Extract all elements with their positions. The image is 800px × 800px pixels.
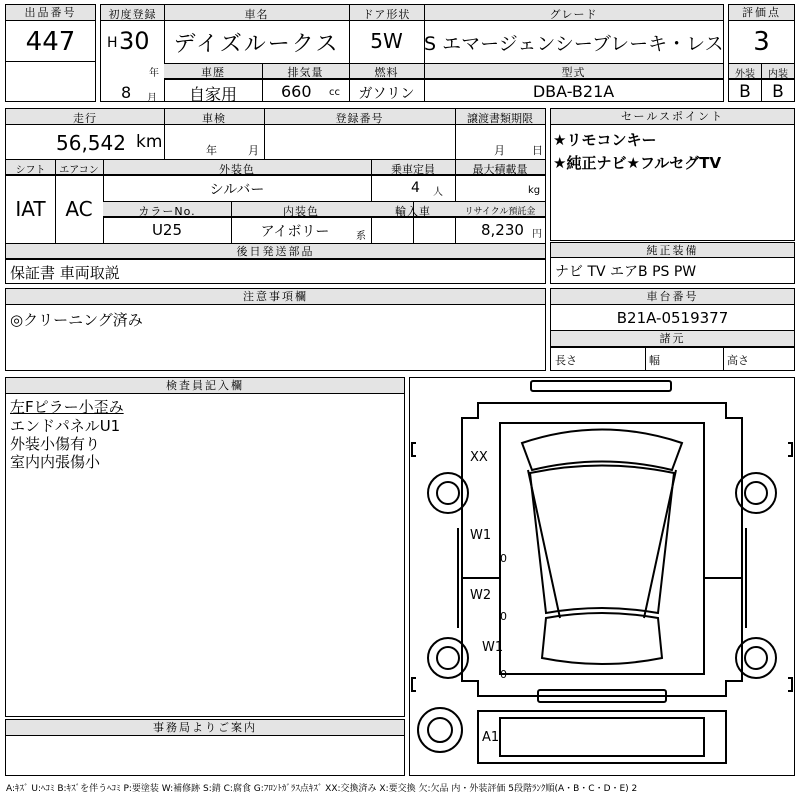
era: H bbox=[107, 35, 118, 51]
equipment: ナビ TV エアB PS PW bbox=[555, 264, 697, 280]
first-reg-label: 初度登録 bbox=[108, 8, 157, 21]
sales-points-box bbox=[550, 108, 795, 241]
inspector-box bbox=[5, 377, 405, 717]
cc-unit: cc bbox=[329, 87, 340, 98]
fuel: ガソリン bbox=[358, 86, 415, 102]
sales-point: ★リモコンキー bbox=[553, 131, 657, 149]
month-unit: 月 bbox=[147, 93, 157, 104]
inspector-label: 検査員記入欄 bbox=[6, 378, 404, 394]
year-unit: 年 bbox=[149, 68, 159, 79]
score-box bbox=[728, 4, 795, 102]
inspector-note: 室内内張傷小 bbox=[10, 453, 101, 471]
lot-number-box bbox=[5, 4, 96, 62]
capacity-unit: 人 bbox=[433, 187, 443, 198]
int-color-label: 内装色 bbox=[283, 205, 319, 218]
damage-mark: XX bbox=[470, 450, 488, 465]
color-no: U25 bbox=[151, 221, 183, 239]
ext-label: 外装 bbox=[735, 69, 755, 80]
int-grade: B bbox=[772, 82, 784, 102]
model-label: 型式 bbox=[561, 66, 586, 79]
ac-label: エアコン bbox=[59, 165, 99, 176]
length-label: 長さ bbox=[555, 354, 577, 367]
ext-grade: B bbox=[739, 82, 751, 102]
chassis-box bbox=[550, 288, 795, 371]
capacity: 4 bbox=[411, 180, 420, 196]
notes: ◎クリーニング済み bbox=[10, 311, 143, 329]
reg-year: 30 bbox=[119, 27, 150, 55]
car-name: デイズルークス bbox=[173, 32, 340, 57]
inspector-note: 左Fピラー小歪み bbox=[10, 398, 124, 416]
damage-mark: W2 bbox=[470, 588, 492, 603]
door-label: ドア形状 bbox=[362, 8, 411, 21]
history-label: 車歴 bbox=[201, 66, 225, 79]
lot-number: 447 bbox=[25, 27, 76, 57]
lot-number-label: 出品番号 bbox=[6, 5, 95, 21]
fuel-label: 燃料 bbox=[374, 66, 399, 79]
height-label: 高さ bbox=[727, 354, 749, 367]
grade-label: グレード bbox=[549, 8, 598, 21]
sales-points-label: セールスポイント bbox=[551, 109, 794, 125]
insp-year-unit: 年 bbox=[206, 144, 217, 157]
model-code: DBA-B21A bbox=[532, 82, 615, 101]
score: 3 bbox=[753, 27, 770, 57]
reg-number-label: 登録番号 bbox=[335, 112, 384, 125]
body-color: シルバー bbox=[209, 182, 265, 198]
damage-mark: W1 bbox=[470, 528, 492, 543]
score-label: 評価点 bbox=[729, 5, 794, 21]
reg-month: 8 bbox=[121, 83, 132, 102]
later-parts: 保証書 車両取説 bbox=[10, 264, 120, 282]
transfer-month-unit: 月 bbox=[494, 144, 505, 157]
inspector-note: エンドパネルU1 bbox=[10, 417, 121, 435]
zero-mark: 0 bbox=[500, 610, 507, 623]
color-no-label: カラーNo. bbox=[138, 205, 196, 218]
shift-label: シフト bbox=[15, 165, 46, 176]
transfer-day-unit: 日 bbox=[532, 144, 543, 157]
car-name-label: 車名 bbox=[244, 8, 269, 21]
damage-mark: W1 bbox=[482, 640, 504, 655]
lot-number-lower bbox=[5, 61, 96, 102]
int-color: アイボリー bbox=[260, 224, 330, 240]
km-unit: km bbox=[136, 132, 163, 152]
yen-unit: 円 bbox=[532, 229, 542, 240]
vehicle-details-box bbox=[5, 108, 546, 284]
office-box bbox=[5, 719, 405, 776]
int-label: 内装 bbox=[768, 69, 788, 80]
equipment-label: 純正装備 bbox=[551, 243, 794, 258]
insp-month-unit: 月 bbox=[248, 144, 259, 157]
recycle-label: リサイクル預託金 bbox=[464, 207, 536, 217]
mileage-label: 走行 bbox=[73, 112, 97, 125]
notes-label: 注意事項欄 bbox=[6, 289, 545, 305]
inspector-note: 外装小傷有り bbox=[10, 435, 101, 453]
int-color-suffix: 系 bbox=[356, 231, 366, 242]
main-info-box bbox=[100, 4, 724, 102]
displacement: 660 bbox=[281, 82, 312, 101]
import-label: 輸入車 bbox=[395, 205, 431, 218]
office-label: 事務局よりご案内 bbox=[6, 720, 404, 736]
notes-box bbox=[5, 288, 546, 371]
sales-point: ★純正ナビ★フルセグTV bbox=[553, 154, 722, 172]
door-type: 5W bbox=[370, 29, 403, 53]
zero-mark: 0 bbox=[500, 668, 507, 681]
load-label: 最大積載量 bbox=[472, 163, 528, 176]
equipment-box bbox=[550, 242, 795, 284]
shift: IAT bbox=[15, 197, 46, 221]
transfer-label: 譲渡書類期限 bbox=[467, 112, 533, 125]
chassis-number: B21A-0519377 bbox=[616, 309, 729, 327]
aircon: AC bbox=[65, 197, 93, 221]
car-diagram bbox=[409, 377, 795, 776]
recycle-fee: 8,230 bbox=[481, 221, 524, 239]
damage-mark: A1 bbox=[482, 730, 500, 745]
load-unit: kg bbox=[528, 185, 541, 196]
color-label: 外装色 bbox=[219, 163, 255, 176]
grade: S エマージェンシーブレーキ・レス bbox=[424, 33, 724, 55]
later-parts-label: 後日発送部品 bbox=[6, 244, 545, 259]
capacity-label: 乗車定員 bbox=[391, 163, 435, 176]
car-outline-icon bbox=[410, 378, 794, 775]
displacement-label: 排気量 bbox=[287, 66, 324, 79]
mileage: 56,542 bbox=[56, 131, 126, 155]
dims-label: 諸元 bbox=[551, 331, 794, 347]
history: 自家用 bbox=[188, 85, 237, 104]
inspection-label: 車検 bbox=[202, 112, 226, 125]
chassis-label: 車台番号 bbox=[551, 289, 794, 305]
width-label: 幅 bbox=[649, 354, 660, 367]
legend: A:ｷｽﾞ U:ﾍｺﾐ B:ｷｽﾞを伴うﾍｺﾐ P:要塗装 W:補修跡 S:錆 C:腐食 G:ﾌﾛﾝﾄｶﾞﾗｽ点ｷｽﾞ XX:交換済み X:要交換 欠:欠品 内・外装評価 5段階ﾗﾝｸ順(A・B・C・D・E) 2 bbox=[6, 784, 638, 794]
zero-mark: 0 bbox=[500, 552, 507, 565]
